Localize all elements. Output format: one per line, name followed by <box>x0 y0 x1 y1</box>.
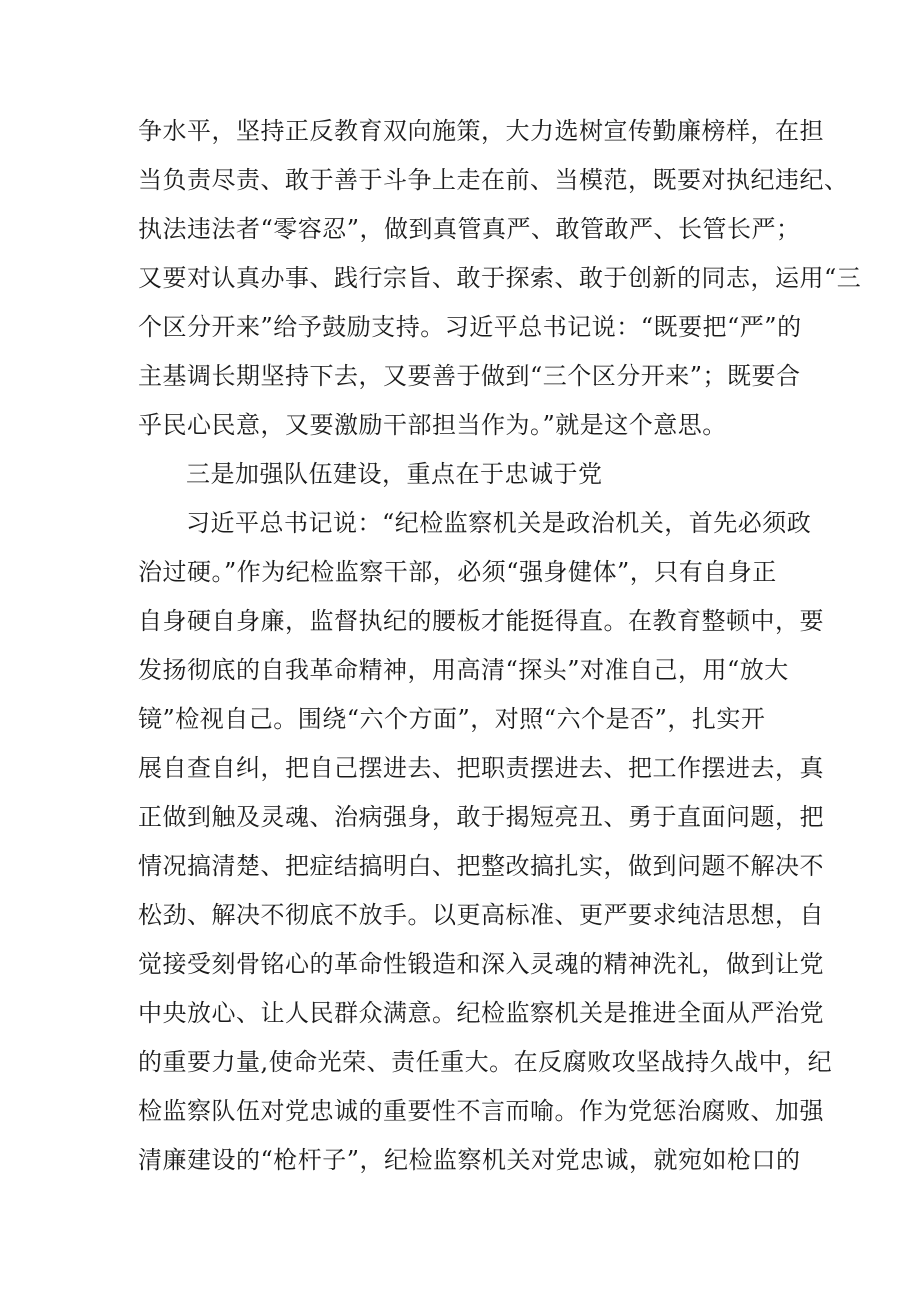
text-line: 治过硬。”作为纪检监察干部，必须“强身健体”，只有自身正 <box>138 558 777 586</box>
text-line: 争水平，坚持正反教育双向施策，大力选树宣传勤廉榜样，在担 <box>138 117 824 145</box>
text-line: 的重要力量,使命光荣、责任重大。在反腐败攻坚战持久战中，纪 <box>138 1048 833 1076</box>
text-line: 中央放心、让人民群众满意。纪检监察机关是推进全面从严治党 <box>138 999 824 1027</box>
text-line: 镜”检视自己。围绕“六个方面”，对照“六个是否”，扎实开 <box>138 705 766 733</box>
text-line: 执法违法者“零容忍”，做到真管真严、敢管敢严、长管长严； <box>138 215 801 243</box>
text-line: 清廉建设的“枪杆子”，纪检监察机关对党忠诚，就宛如枪口的 <box>138 1146 801 1174</box>
text-line: 主基调长期坚持下去，又要善于做到“三个区分开来”；既要合 <box>138 362 801 390</box>
text-line: 乎民心民意，又要激励干部担当作为。”就是这个意思。 <box>138 411 727 439</box>
text-line: 当负责尽责、敢于善于斗争上走在前、当模范，既要对执纪违纪、 <box>138 166 849 194</box>
text-line: 个区分开来”给予鼓励支持。习近平总书记说：“既要把“严”的 <box>138 313 802 341</box>
text-line: 发扬彻底的自我革命精神，用高清“探头”对准自己，用“放大 <box>138 656 789 684</box>
text-line: 检监察队伍对党忠诚的重要性不言而喻。作为党惩治腐败、加强 <box>138 1097 824 1125</box>
paragraph-first-line: 习近平总书记说：“纪检监察机关是政治机关，首先必须政 <box>186 509 812 537</box>
text-line: 觉接受刻骨铭心的革命性锻造和深入灵魂的精神洗礼，做到让党 <box>138 950 824 978</box>
text-line: 情况搞清楚、把症结搞明白、把整改搞扎实，做到问题不解决不 <box>138 852 824 880</box>
text-line: 自身硬自身廉，监督执纪的腰板才能挺得直。在教育整顿中，要 <box>138 607 824 635</box>
text-line: 松劲、解决不彻底不放手。以更高标准、更严要求纯洁思想，自 <box>138 901 824 929</box>
text-line: 又要对认真办事、践行宗旨、敢于探索、敢于创新的同志，运用“三 <box>138 264 862 292</box>
section-heading: 三是加强队伍建设，重点在于忠诚于党 <box>186 460 603 488</box>
text-line: 展自查自纠，把自己摆进去、把职责摆进去、把工作摆进去，真 <box>138 754 824 782</box>
text-line: 正做到触及灵魂、治病强身，敢于揭短亮丑、勇于直面问题，把 <box>138 803 824 831</box>
